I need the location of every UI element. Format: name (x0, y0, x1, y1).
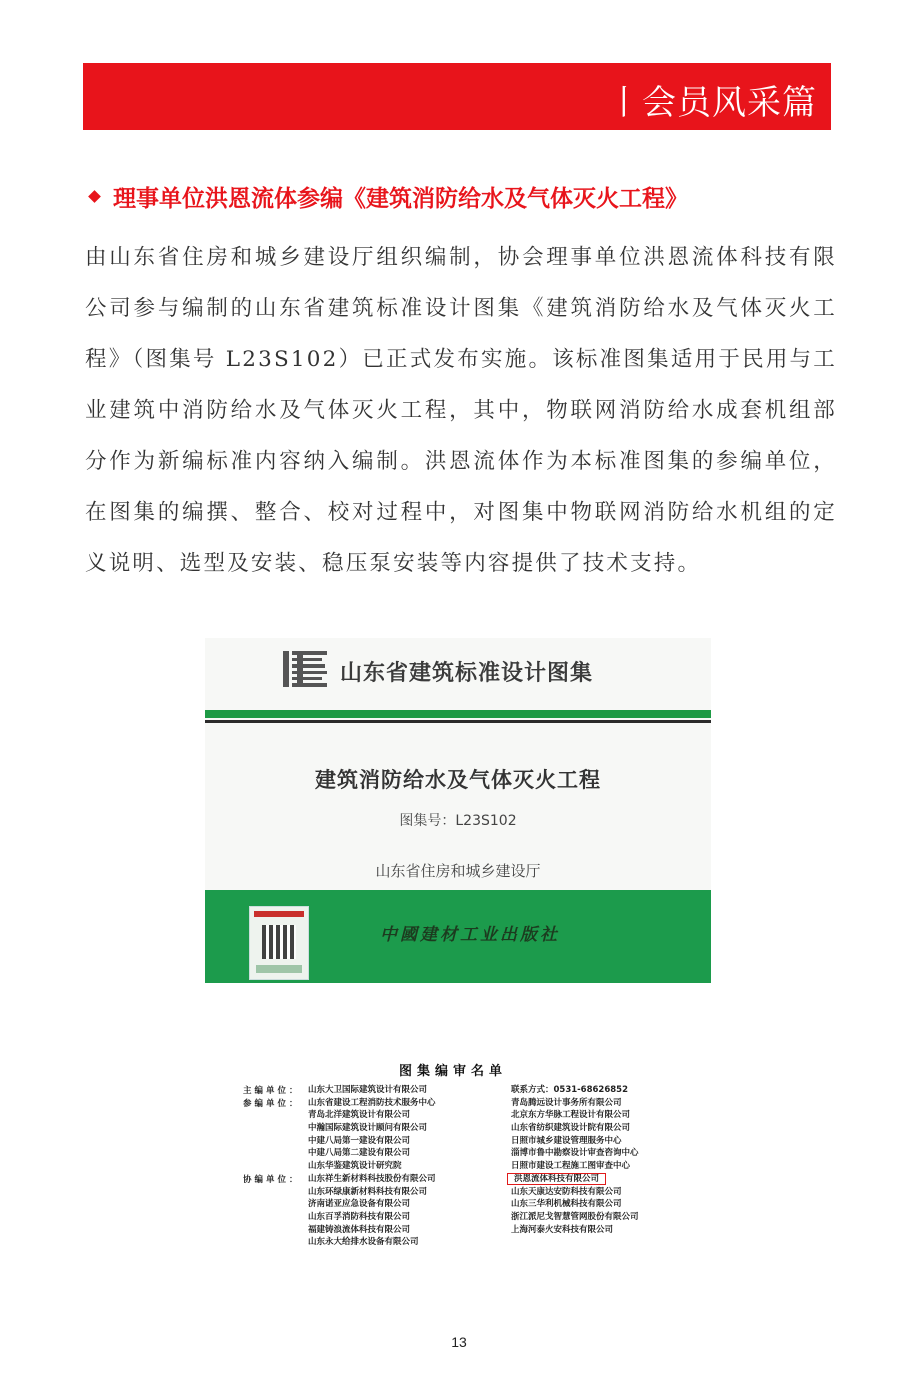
list-item: 山东省建设工程消防技术服务中心 (308, 1097, 436, 1108)
list-item: 山东三华利机械科技有限公司 (511, 1199, 622, 1210)
list-item: 日照市城乡建设管理服务中心 (511, 1135, 622, 1146)
role-assist: 协编单位： (243, 1175, 301, 1185)
review-list-photo (243, 1050, 663, 1252)
diamond-bullet-icon (88, 190, 101, 203)
list-item: 青岛腾远设计事务所有限公司 (511, 1097, 622, 1108)
list-item: 山东大卫国际建筑设计有限公司 (308, 1085, 428, 1095)
list-left-column (308, 1084, 436, 1249)
header-banner (83, 63, 831, 130)
cover-series: 山东省建筑标准设计图集 (340, 661, 594, 686)
list-item: 淄博市鲁中勘察设计审查咨询中心 (511, 1148, 639, 1159)
list-item: 浙江派尼戈智慧管网股份有限公司 (511, 1211, 639, 1222)
cover-publisher: 中國建材工业出版社 (380, 925, 560, 945)
qr-label-strip (254, 911, 304, 917)
qr-code-icon (249, 906, 309, 980)
list-item: 北京东方华脉工程设计有限公司 (511, 1110, 631, 1121)
list-right-column (511, 1084, 639, 1236)
list-item: 中建八局第二建设有限公司 (308, 1148, 411, 1159)
cover-atlas-number: 图集号：L23S102 (399, 813, 517, 829)
list-item: 福建铸浪流体科技有限公司 (308, 1224, 411, 1235)
list-item: 中建八局第一建设有限公司 (308, 1135, 411, 1146)
section-heading (86, 178, 846, 214)
list-item: 山东华鉴建筑设计研究院 (308, 1161, 402, 1172)
atlas-cover-photo (205, 638, 711, 983)
list-item: 济南诺亚应急设备有限公司 (308, 1199, 411, 1210)
list-title: 图集编审名单 (398, 1064, 507, 1079)
list-item: 山东百孚消防科技有限公司 (308, 1211, 411, 1222)
cover-title: 建筑消防给水及气体灭火工程 (315, 768, 601, 792)
section-title: 理事单位洪恩流体参编《建筑消防给水及气体灭火工程》 (113, 185, 688, 212)
list-item: 山东环绿康新材料科技有限公司 (308, 1186, 428, 1197)
list-item: 青岛北洋建筑设计有限公司 (308, 1110, 411, 1121)
list-item: 山东天康达安防科技有限公司 (511, 1186, 622, 1197)
qr-footer-strip (256, 965, 302, 973)
list-item: 山东祥生新材料科技股份有限公司 (308, 1173, 436, 1184)
standard-logo-icon (283, 651, 327, 687)
article-paragraph: 由山东省住房和城乡建设厅组织编制，协会理事单位洪恩流体科技有限公司参与编制的山东省建筑标准设计图集《建筑消防给水及气体灭火工程》（图集号 L23S102）已正式发布实施。该标准图集适用于民用与工业建筑中消防给水及气体灭火工程，其中，物联网消防给水成套机组部分作为新编标准内容纳入编制。洪恩流体作为本标准图集的参编单位，在图集的编撰、整合、校对过程中，对图集中物联网消防给水机组的定义说明、选型及安装、稳压泵安装等内容提供了技术支持。 (85, 245, 837, 576)
cover-issuer: 山东省住房和城乡建设厅 (375, 862, 541, 880)
page-number: 13 (451, 1334, 467, 1350)
list-item: 山东永大给排水设备有限公司 (308, 1237, 419, 1248)
cover-dark-band (205, 720, 711, 723)
list-item: 上海河泰火安科技有限公司 (511, 1224, 614, 1235)
list-item: 中瀚国际建筑设计顾问有限公司 (308, 1123, 428, 1134)
cover-green-band (205, 710, 711, 718)
header-title: 丨会员风采篇 (607, 83, 817, 123)
list-item-highlighted (511, 1173, 639, 1186)
list-item: 山东省纺织建筑设计院有限公司 (511, 1123, 631, 1134)
role-participant: 参编单位： (243, 1098, 301, 1109)
list-item: 联系方式：0531-68626852 (511, 1085, 629, 1095)
qr-pattern (262, 925, 296, 959)
highlighted-company: 洪恩流体科技有限公司 (508, 1174, 605, 1184)
role-chief: 主编单位： (243, 1086, 301, 1096)
list-item: 日照市建设工程施工图审查中心 (511, 1161, 631, 1172)
